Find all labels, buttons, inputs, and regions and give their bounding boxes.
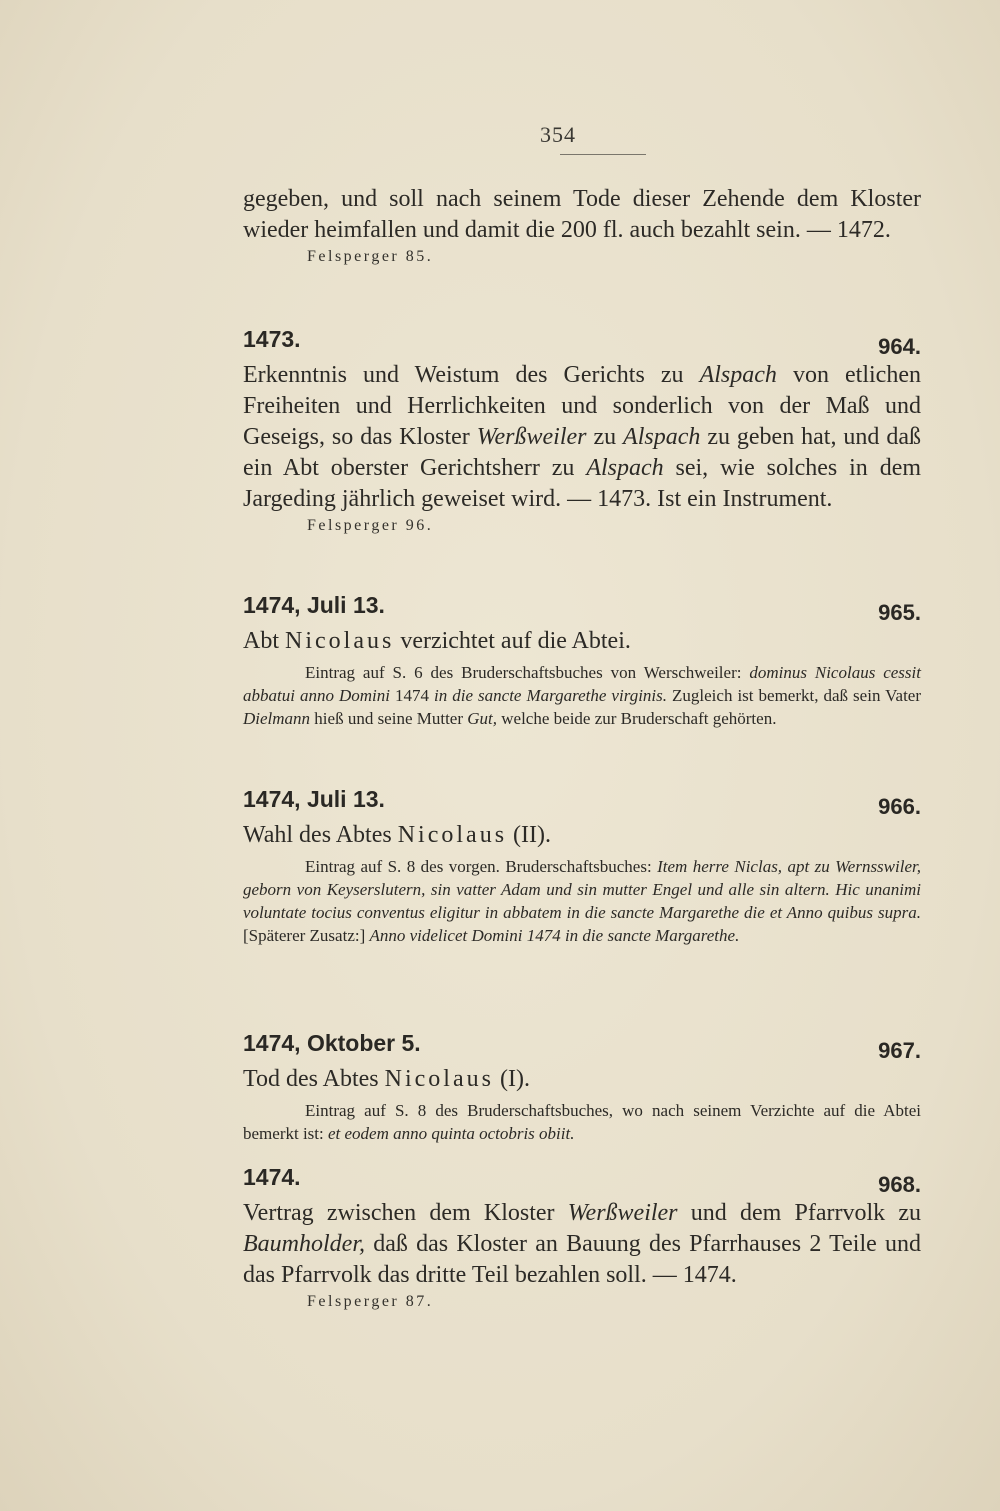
entry-964 (243, 326, 921, 535)
text-segment: Eintrag auf S. 8 des vorgen. Bruderschaftsbuches: (305, 857, 658, 876)
text-segment: Eintrag auf S. 8 des Bruderschaftsbuches, wo nach seinem Verzichte auf die Abtei bemerkt ist: (243, 1101, 921, 1143)
place-name: Baumholder, (243, 1231, 365, 1257)
text-segment: welche beide zur Bruderschaft gehörten. (497, 709, 777, 728)
text-segment: hieß und seine Mutter (310, 709, 468, 728)
entry-date: 1474, Juli 13. (243, 786, 385, 812)
entry-number: 967. (878, 1038, 921, 1063)
text-segment: Zugleich ist bemerkt, daß sein Vater (667, 686, 922, 705)
place-name: Alspach (586, 455, 664, 481)
text-segment: zu geben hat, und daß ein Abt oberster Gerichtsherr zu (243, 424, 921, 481)
entry-text (243, 360, 921, 515)
entry-number: 968. (878, 1172, 921, 1197)
person-name: Nicolaus (384, 1066, 494, 1092)
text-segment: zu (586, 424, 624, 450)
text-segment: Abt (243, 628, 285, 654)
latin-quote: dominus Nicolaus cessit abbatui anno Domini (243, 663, 921, 705)
place-name: Alspach (623, 424, 701, 450)
text-segment: verzichtet auf die Abtei. (394, 628, 631, 654)
entry-number: 966. (878, 794, 921, 819)
text-segment: sei, wie solches in dem Jargeding jährlich geweiset wird. — 1473. Ist ein Instrument. (243, 455, 922, 512)
page-number-rule (560, 154, 646, 155)
entry-date: 1473. (243, 326, 301, 352)
entry-note (243, 855, 921, 947)
entry-number: 964. (878, 334, 921, 359)
entry-966 (243, 786, 921, 947)
person-name: Nicolaus (397, 822, 508, 848)
text-segment: Eintrag auf S. 6 des Bruderschaftsbuches von Werschweiler: (305, 663, 750, 682)
carryover-text: gegeben, und soll nach seinem Tode dieser Zehende dem Kloster wieder heimfallen und damit die 200 fl. auch bezahlt sein. — 1472. (243, 186, 921, 243)
entry-title (243, 1064, 921, 1095)
latin-quote: et eodem anno quinta octobris obiit. (327, 1124, 575, 1143)
entry-head (243, 1164, 921, 1198)
text-segment: 1474 (389, 686, 435, 705)
entry-text (243, 1198, 921, 1291)
entry-number: 965. (878, 600, 921, 625)
text-segment: (I). (493, 1066, 530, 1092)
entry-date: 1474. (243, 1164, 301, 1190)
place-name: Werßweiler (567, 1200, 678, 1226)
entry-967 (243, 1030, 921, 1145)
entry-date: 1474, Juli 13. (243, 592, 385, 618)
person-name: Nicolaus (285, 628, 395, 654)
text-segment: Tod des Abtes (243, 1066, 385, 1092)
text-segment: Wahl des Abtes (243, 822, 398, 848)
entry-date: 1474, Oktober 5. (243, 1030, 421, 1056)
carryover-source: Felsperger 85. (307, 248, 434, 265)
entry-head (243, 592, 921, 626)
entry-note (243, 661, 921, 730)
text-segment: Vertrag zwischen dem Kloster (243, 1200, 568, 1226)
place-name: Werßweiler (476, 424, 587, 450)
person-name: Dielmann (243, 709, 311, 728)
entry-968 (243, 1164, 921, 1311)
entry-title (243, 820, 921, 851)
text-segment: [Späterer Zusatz:] (243, 926, 370, 945)
text-segment: (II). (507, 822, 551, 848)
entry-head (243, 326, 921, 360)
entry-source: Felsperger 87. (307, 1293, 434, 1310)
page-number: 354 (540, 122, 576, 147)
entry-note (243, 1099, 921, 1145)
entry-head (243, 786, 921, 820)
place-name: Alspach (699, 362, 777, 388)
entry-965 (243, 592, 921, 730)
entry-source: Felsperger 96. (307, 517, 434, 534)
text-segment: daß das Kloster an Bauung des Pfarrhauses 2 Teile und das Pfarrvolk das dritte Teil bezahlen soll. — 1474. (243, 1231, 921, 1288)
entry-head (243, 1030, 921, 1064)
text-segment: und dem Pfarrvolk zu (677, 1200, 921, 1226)
carryover-block (243, 184, 921, 266)
latin-quote: Item herre Niclas, apt zu Wernsswiler, geborn von Keyserslutern, sin vatter Adam und sin mutter Engel und alle sin altern. Hic unanimi voluntate tocius conventus eligitur in abbatem in die sancte Margarethe die et Anno quibus supra. (243, 857, 921, 922)
entry-title (243, 626, 921, 657)
person-name: Gut, (467, 709, 498, 728)
latin-quote: in die sancte Margarethe virginis. (434, 686, 668, 705)
latin-quote: Anno videlicet Domini 1474 in die sancte Margarethe. (369, 926, 740, 945)
text-segment: von etlichen Freiheiten und Herrlichkeiten und sonderlich von der Maß und Geseigs, so das Kloster (243, 362, 921, 450)
text-segment: Erkenntnis und Weistum des Gerichts zu (243, 362, 700, 388)
